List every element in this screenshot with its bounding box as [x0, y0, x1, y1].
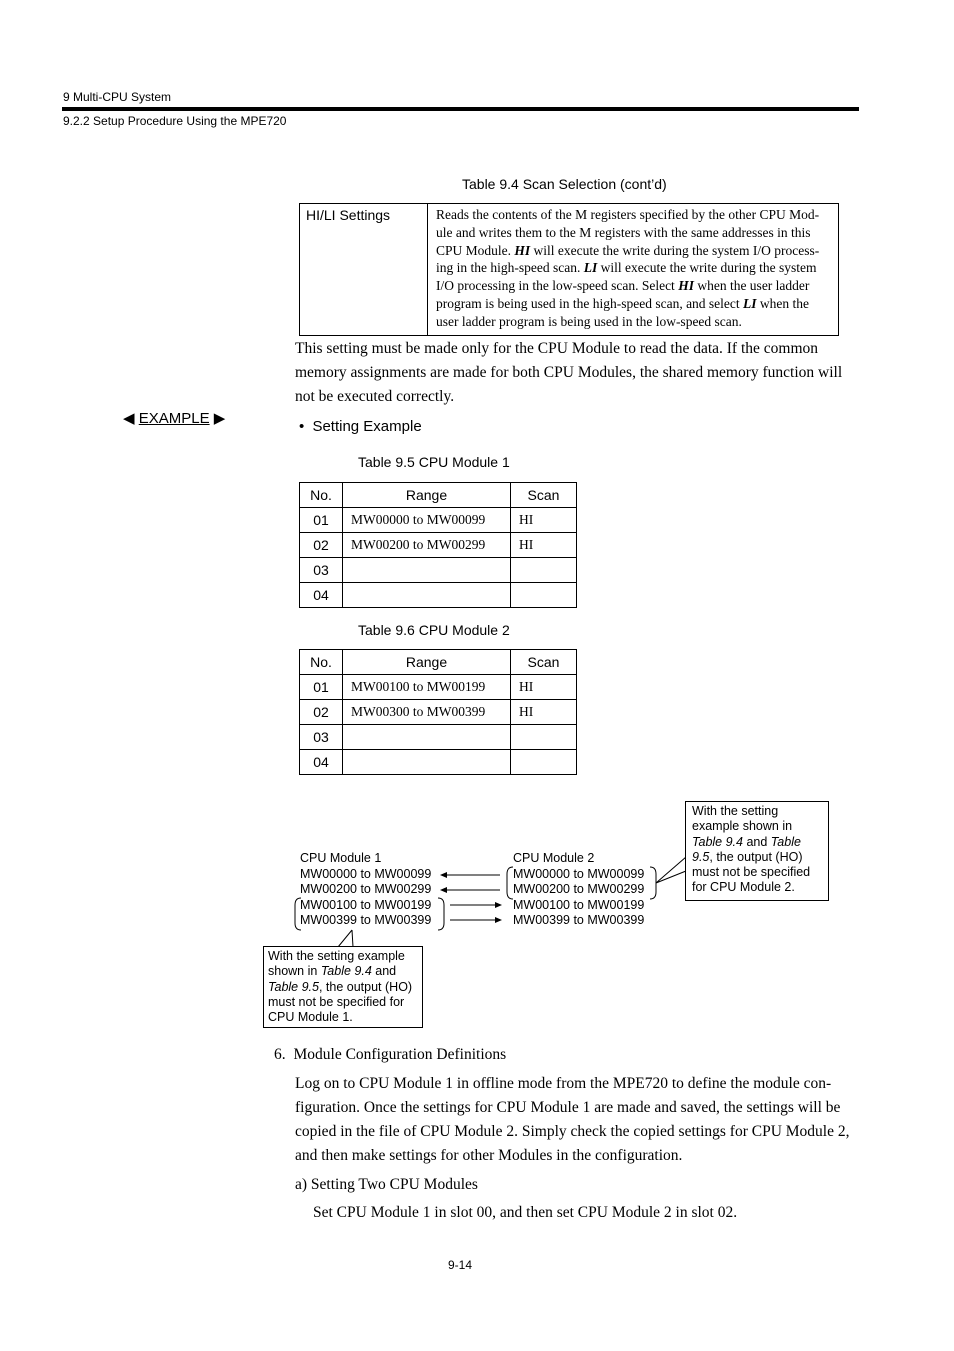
cpu2-range-line: MW00399 to MW00399	[513, 913, 645, 927]
cell-no: 01	[300, 508, 343, 533]
bullet-text: Setting Example	[312, 418, 422, 435]
table-header-row	[300, 650, 577, 675]
step-6-body: Log on to CPU Module 1 in offline mode from the MPE720 to define the module con-figuration. Once the settings for CPU Module 1 are made and saved, the settings will be copied in the file of CPU Module 2. Simply check the copied settings for CPU Module 2, and then make settings for other Modules in the configuration.	[295, 1075, 850, 1164]
note-text: and	[742, 834, 771, 849]
cell-range	[343, 558, 511, 583]
col-header-no: No.	[300, 650, 343, 675]
example-label: EXAMPLE	[138, 410, 210, 427]
header-rule	[62, 107, 859, 111]
cell-range: MW00200 to MW00299	[343, 533, 511, 558]
cell-scan	[511, 558, 577, 583]
cell-no: 02	[300, 700, 343, 725]
col-header-range: Range	[343, 483, 511, 508]
note-text: and	[371, 964, 397, 979]
table-row	[300, 583, 577, 608]
example-marker	[123, 409, 225, 427]
cpu-module-2-title: CPU Module 2	[513, 851, 595, 865]
desc-text: when the user ladder program is being used in the high-speed scan, and select	[436, 278, 810, 311]
cpu1-range-line: MW00100 to MW00199	[300, 897, 432, 912]
right-bracket-icon	[438, 898, 444, 930]
desc-text: will execute the write during the system I/O processing in the low-speed scan. Select	[436, 260, 817, 294]
table-9-5-caption: Table 9.5 CPU Module 1	[358, 454, 510, 470]
note-cpu1-output	[263, 946, 423, 1028]
cell-scan: HI	[511, 508, 577, 533]
table-row	[300, 508, 577, 533]
cell-range: MW00300 to MW00399	[343, 700, 511, 725]
cpu1-range-line: MW00200 to MW00299	[300, 882, 432, 896]
desc-emphasis: HI	[514, 242, 531, 258]
cpu2-range-line: MW00200 to MW00299	[513, 882, 645, 896]
setting-example-bullet	[299, 418, 422, 435]
cell-no: 01	[300, 675, 343, 700]
table-row	[300, 533, 577, 558]
cell-scan: HI	[511, 700, 577, 725]
table-row	[300, 700, 577, 725]
table-9-4-caption: Table 9.4 Scan Selection (cont’d)	[462, 176, 667, 192]
note-table-ref: Table 9.5	[692, 834, 801, 864]
cpu-module-1-block	[300, 851, 431, 929]
cell-range	[343, 750, 511, 775]
cell-scan: HI	[511, 533, 577, 558]
desc-emphasis: LI	[743, 295, 757, 311]
shared-memory-note: This setting must be made only for the CPU Module to read the data. If the common memory assignments are made for both CPU Modules, the shared memory function will not be executed correctly.	[295, 340, 843, 405]
note-cpu2-output	[685, 801, 829, 901]
table-9-6	[299, 649, 577, 775]
table-9-6-caption: Table 9.6 CPU Module 2	[358, 622, 510, 638]
step-number: 6.	[274, 1046, 286, 1063]
sub-step-a-title: a) Setting Two CPU Modules	[295, 1176, 478, 1193]
bullet-icon: •	[299, 418, 305, 435]
table-row	[300, 204, 839, 336]
cell-no: 03	[300, 558, 343, 583]
table-9-4-description	[428, 204, 839, 336]
desc-text: Reads the contents of the M registers specified by the other CPU Mod-ule and writes them to the M registers with the same addresses in this CPU Module.	[436, 207, 820, 258]
cell-no: 04	[300, 750, 343, 775]
left-triangle-icon: ◀	[123, 410, 135, 427]
desc-emphasis: LI	[583, 260, 598, 276]
note-text: , the output (HO) must not be specified for CPU Module 1.	[268, 979, 413, 1025]
callout-pointer-icon	[656, 857, 686, 883]
right-triangle-icon: ▶	[213, 410, 226, 427]
cpu1-range-line: MW00399 to MW00399	[300, 913, 432, 927]
chapter-header: 9 Multi-CPU System	[63, 90, 172, 104]
note-text: , the output (HO) must not be specified for CPU Module 2.	[692, 849, 811, 895]
sub-step-a-body: Set CPU Module 1 in slot 00, and then set CPU Module 2 in slot 02.	[313, 1204, 738, 1221]
col-header-scan: Scan	[511, 483, 577, 508]
cpu-module-2-block	[513, 851, 644, 929]
table-row	[300, 558, 577, 583]
section-header: 9.2.2 Setup Procedure Using the MPE720	[63, 114, 287, 128]
step-6-heading	[274, 1043, 506, 1067]
note-text: With the setting example shown in	[268, 949, 405, 979]
table-9-4	[299, 203, 839, 336]
col-header-no: No.	[300, 483, 343, 508]
cell-no: 02	[300, 533, 343, 558]
table-9-5	[299, 482, 577, 608]
desc-text: when the user ladder program is being used in the low-speed scan.	[436, 295, 810, 329]
callout-pointer-icon	[338, 930, 353, 947]
cell-range	[343, 725, 511, 750]
cell-scan: HI	[511, 675, 577, 700]
cell-range: MW00000 to MW00099	[343, 508, 511, 533]
cell-range	[343, 583, 511, 608]
cell-scan	[511, 583, 577, 608]
cpu-module-1-title: CPU Module 1	[300, 851, 382, 865]
table-header-row	[300, 483, 577, 508]
table-9-4-label: HI/LI Settings	[300, 204, 428, 336]
page-number: 9-14	[448, 1258, 473, 1272]
desc-emphasis: HI	[678, 278, 694, 294]
col-header-range: Range	[343, 650, 511, 675]
desc-text: will execute the write during the system I/O process-ing in the high-speed scan.	[436, 242, 820, 276]
cpu2-range-line: MW00000 to MW00099	[513, 866, 645, 881]
cpu2-range-line: MW00100 to MW00199	[513, 897, 645, 912]
table-row	[300, 750, 577, 775]
cpu1-range-line: MW00000 to MW00099	[300, 866, 432, 881]
cell-range: MW00100 to MW00199	[343, 675, 511, 700]
cell-scan	[511, 750, 577, 775]
table-row	[300, 725, 577, 750]
cell-no: 03	[300, 725, 343, 750]
note-table-ref: Table 9.4	[692, 834, 743, 849]
table-row	[300, 675, 577, 700]
note-table-ref: Table 9.5	[268, 979, 319, 994]
col-header-scan: Scan	[511, 650, 577, 675]
memory-mapping-diagram	[260, 795, 860, 1035]
cell-no: 04	[300, 583, 343, 608]
note-text: With the setting example shown in	[692, 804, 793, 834]
right-bracket-icon	[650, 867, 656, 899]
step-title: Module Configuration Definitions	[293, 1046, 507, 1063]
note-table-ref: Table 9.4	[320, 964, 372, 979]
cell-scan	[511, 725, 577, 750]
